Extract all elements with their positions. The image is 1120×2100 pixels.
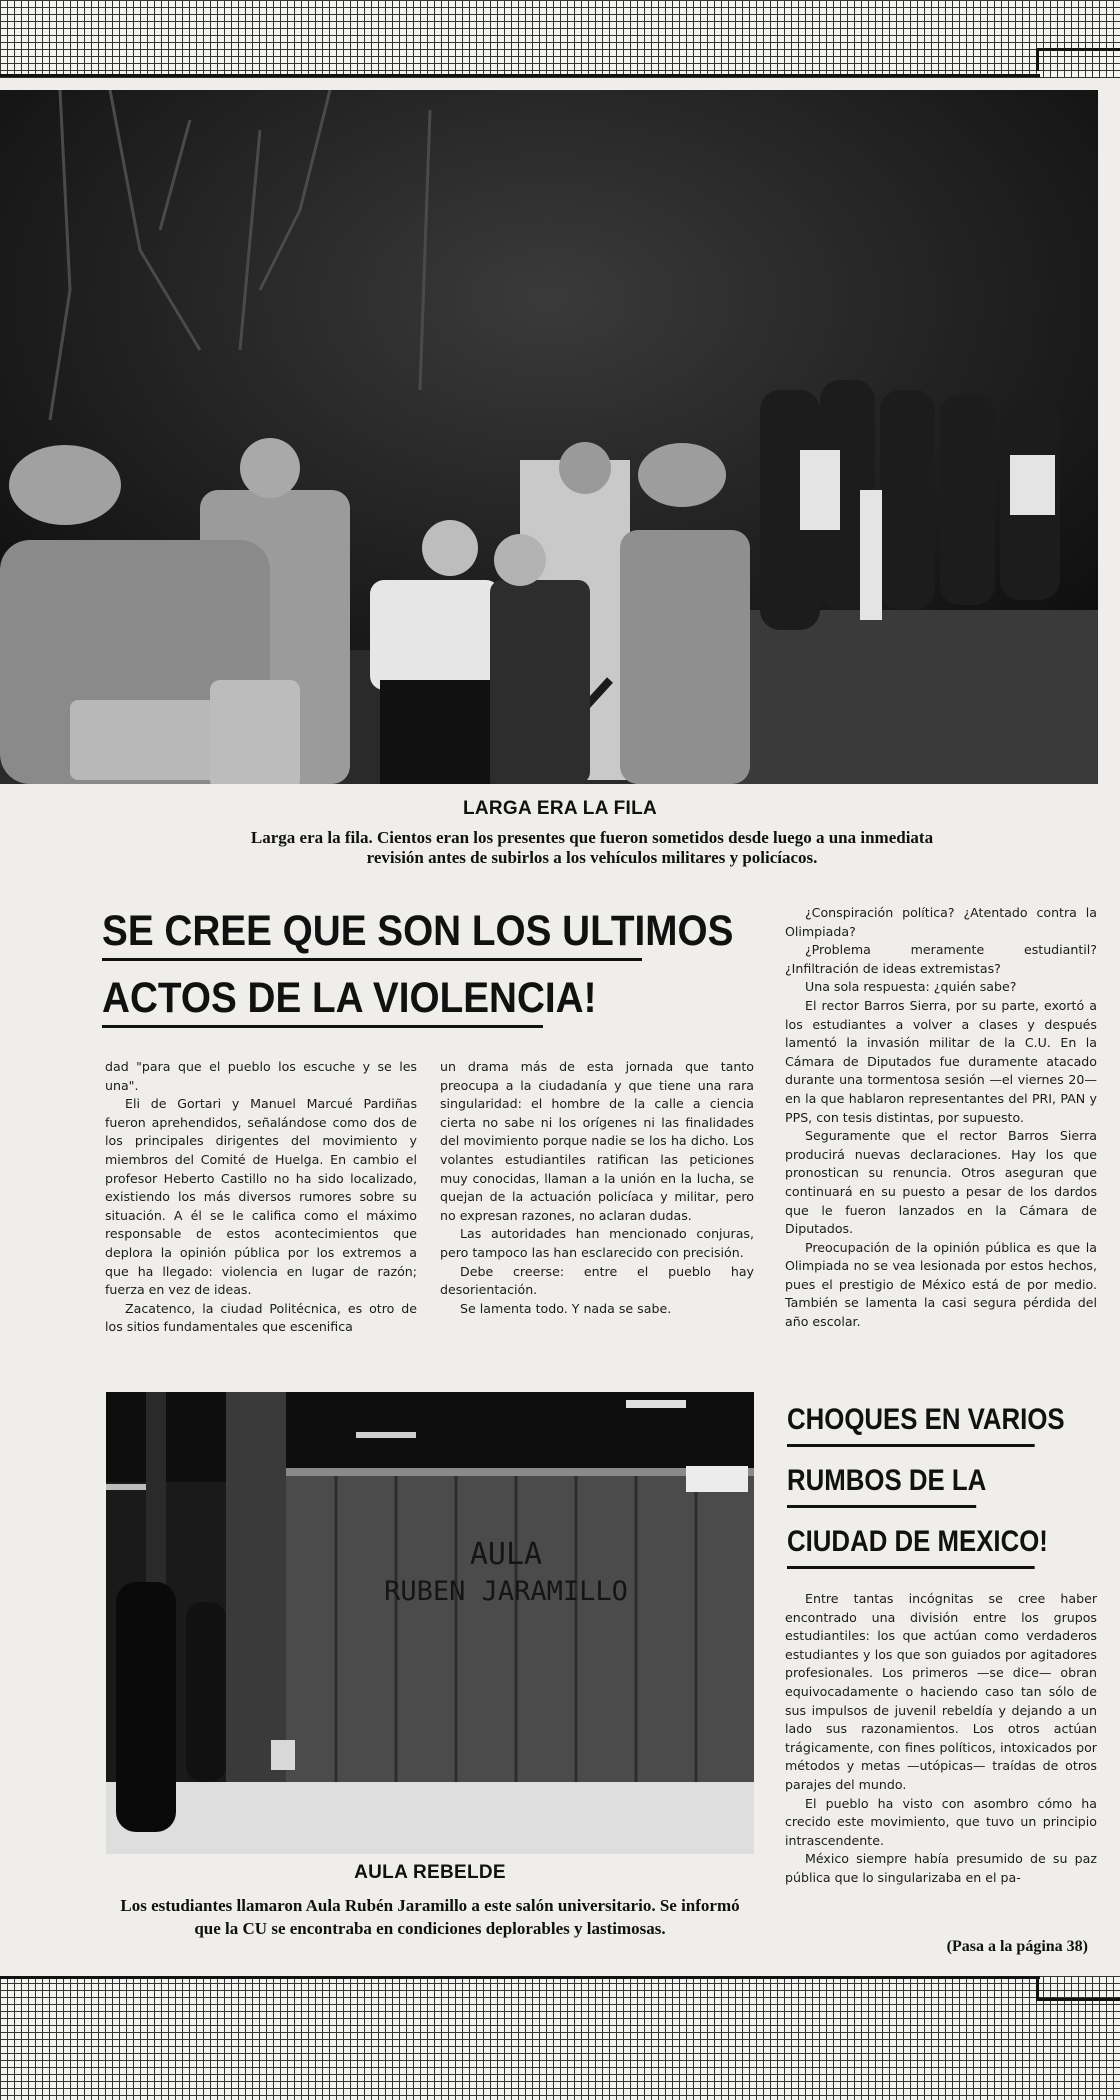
paragraph: Una sola respuesta: ¿quién sabe? <box>805 979 1017 995</box>
paragraph: Se lamenta todo. Y nada se sabe. <box>460 1300 672 1316</box>
paragraph: Preocupación de la opinión pública es que la Olimpiada no se vea lesionada por estos hechos, pues el prestigio de México está de por medio. También se lamenta la casi segura pérdida del año escolar. <box>785 1239 1097 1330</box>
paragraph: ¿Conspiración política? ¿Atentado contra la Olimpiada? <box>785 905 1097 939</box>
bottom-band-frame <box>0 1976 1040 1989</box>
side-headline-line2: RUMBOS DE LA <box>787 1457 976 1508</box>
top-band-frame <box>0 64 1040 77</box>
photo-aula-rebelde <box>106 1392 754 1854</box>
paragraph: Seguramente que el rector Barros Sierra producirá nuevas declaraciones. Hay los que pronostican su renuncia. Otros aseguran que continuará en su puesto a pesar de los dardos que le fueron lanzados en la Cámara de Diputados. <box>785 1128 1097 1237</box>
article-column-middle <box>440 1058 754 1318</box>
photo-top-caption-title: LARGA ERA LA FILA <box>462 798 658 819</box>
article-column-left <box>105 1058 417 1337</box>
paragraph: Entre tantas incógnitas se cree haber encontrado una división entre los grupos estudiantiles: los que actúan como verdaderos estudiantes y los que son guiados por agitadores profesionales. Los primeros —se dice— obran equivocadamente o haciendo caso tan sólo de sus impulsos de juvenil rebeldía y dejando a un lado sus razonamientos. Los otros actúan trágicamente, con fines políticos, intoxicados por métodos y metas —utópicas— traídas de otros parajes del mundo. <box>785 1591 1097 1792</box>
paragraph: Eli de Gortari y Manuel Marcué Pardiñas fueron aprehendidos, señalándose como dos de los principales dirigentes del movimiento y miembros del Comité de Huelga. En cambio el profesor Heberto Castillo no ha sido localizado, existiendo los más diversos rumores sobre su situación. A él se le califica como el máximo responsable de estos acontecimientos que deplora la opinión pública por los extremos a que ha llegado: violencia en lugar de razón; fuerza en vez de ideas. <box>105 1096 417 1298</box>
paragraph: dad "para que el pueblo los escuche y se les una". <box>105 1059 417 1093</box>
paragraph: El rector Barros Sierra, por su parte, exortó a los estudiantes a volver a clases y después lamentó la invasión militar de la C.U. En la Cámara de Diputados fue duramente atacado durante una tormentosa sesión —el viernes 20— en la que hablaron representantes del PRI, PAN y PPS, con tesis distintas, por supuesto. <box>785 997 1097 1125</box>
article-column-right-top <box>785 904 1097 1332</box>
continuation-note: (Pasa a la página 38) <box>946 1938 1088 1955</box>
main-headline <box>102 904 734 1028</box>
side-headline-line1: CHOQUES EN VARIOS <box>787 1396 1035 1447</box>
graffiti-aula: AULA <box>469 1537 543 1572</box>
photo-bottom-caption-title: AULA REBELDE <box>354 1862 506 1883</box>
paragraph: México siempre había presumido de su paz pública que lo singularizaba en el pa- <box>785 1851 1097 1885</box>
photo-students-detained <box>0 90 1098 784</box>
article-column-right-bottom <box>785 1590 1097 1888</box>
top-band-frame-corner <box>1036 48 1120 71</box>
paragraph: un drama más de esta jornada que tanto preocupa a la ciudadanía y que tiene una rara singularidad: el hombre de la calle a ciencia cierta no sabe ni los orígenes ni las finalidades del movimiento porque nadie se los ha dicho. Los volantes estudiantiles ratifican las peticiones muy conocidas, llaman a la unión en la lucha, se quejan de la actuación policíaca y militar, pero no expresan razones, no aclaran dudas. <box>440 1059 754 1223</box>
photo-bottom-caption: Los estudiantes llamaron Aula Rubén Jaramillo a este salón universitario. Se informó que la CU se encontraba en condiciones deplorables y lastimosas. <box>120 1896 740 1938</box>
graffiti-ruben-jaramillo: RUBEN JARAMILLO <box>384 1576 628 1607</box>
photo-top-caption: Larga era la fila. Cientos eran los presentes que fueron sometidos desde luego a una inmediata revisión antes de subirlos a los vehículos militares y policíacos. <box>250 828 934 867</box>
paragraph: El pueblo ha visto con asombro cómo ha crecido este movimiento, que tuvo un principio intrascendente. <box>785 1795 1097 1848</box>
bottom-grid-border <box>0 1976 1120 2100</box>
bottom-band-frame-corner <box>1036 1976 1120 2001</box>
paragraph: Debe creerse: entre el pueblo hay desorientación. <box>440 1263 754 1298</box>
paragraph: ¿Problema meramente estudiantil? ¿Infiltración de ideas extremistas? <box>785 942 1097 976</box>
paragraph: Las autoridades han mencionado conjuras, pero tampoco las han esclarecido con precisión. <box>440 1226 754 1260</box>
main-headline-line1: SE CREE QUE SON LOS ULTIMOS <box>102 904 642 961</box>
main-headline-line2: ACTOS DE LA VIOLENCIA! <box>102 971 543 1028</box>
paragraph: Zacatenco, la ciudad Politécnica, es otro de los sitios fundamentales que escenifica <box>105 1300 417 1335</box>
side-headline-line3: CIUDAD DE MEXICO! <box>787 1518 1035 1569</box>
side-headline <box>787 1396 1065 1569</box>
